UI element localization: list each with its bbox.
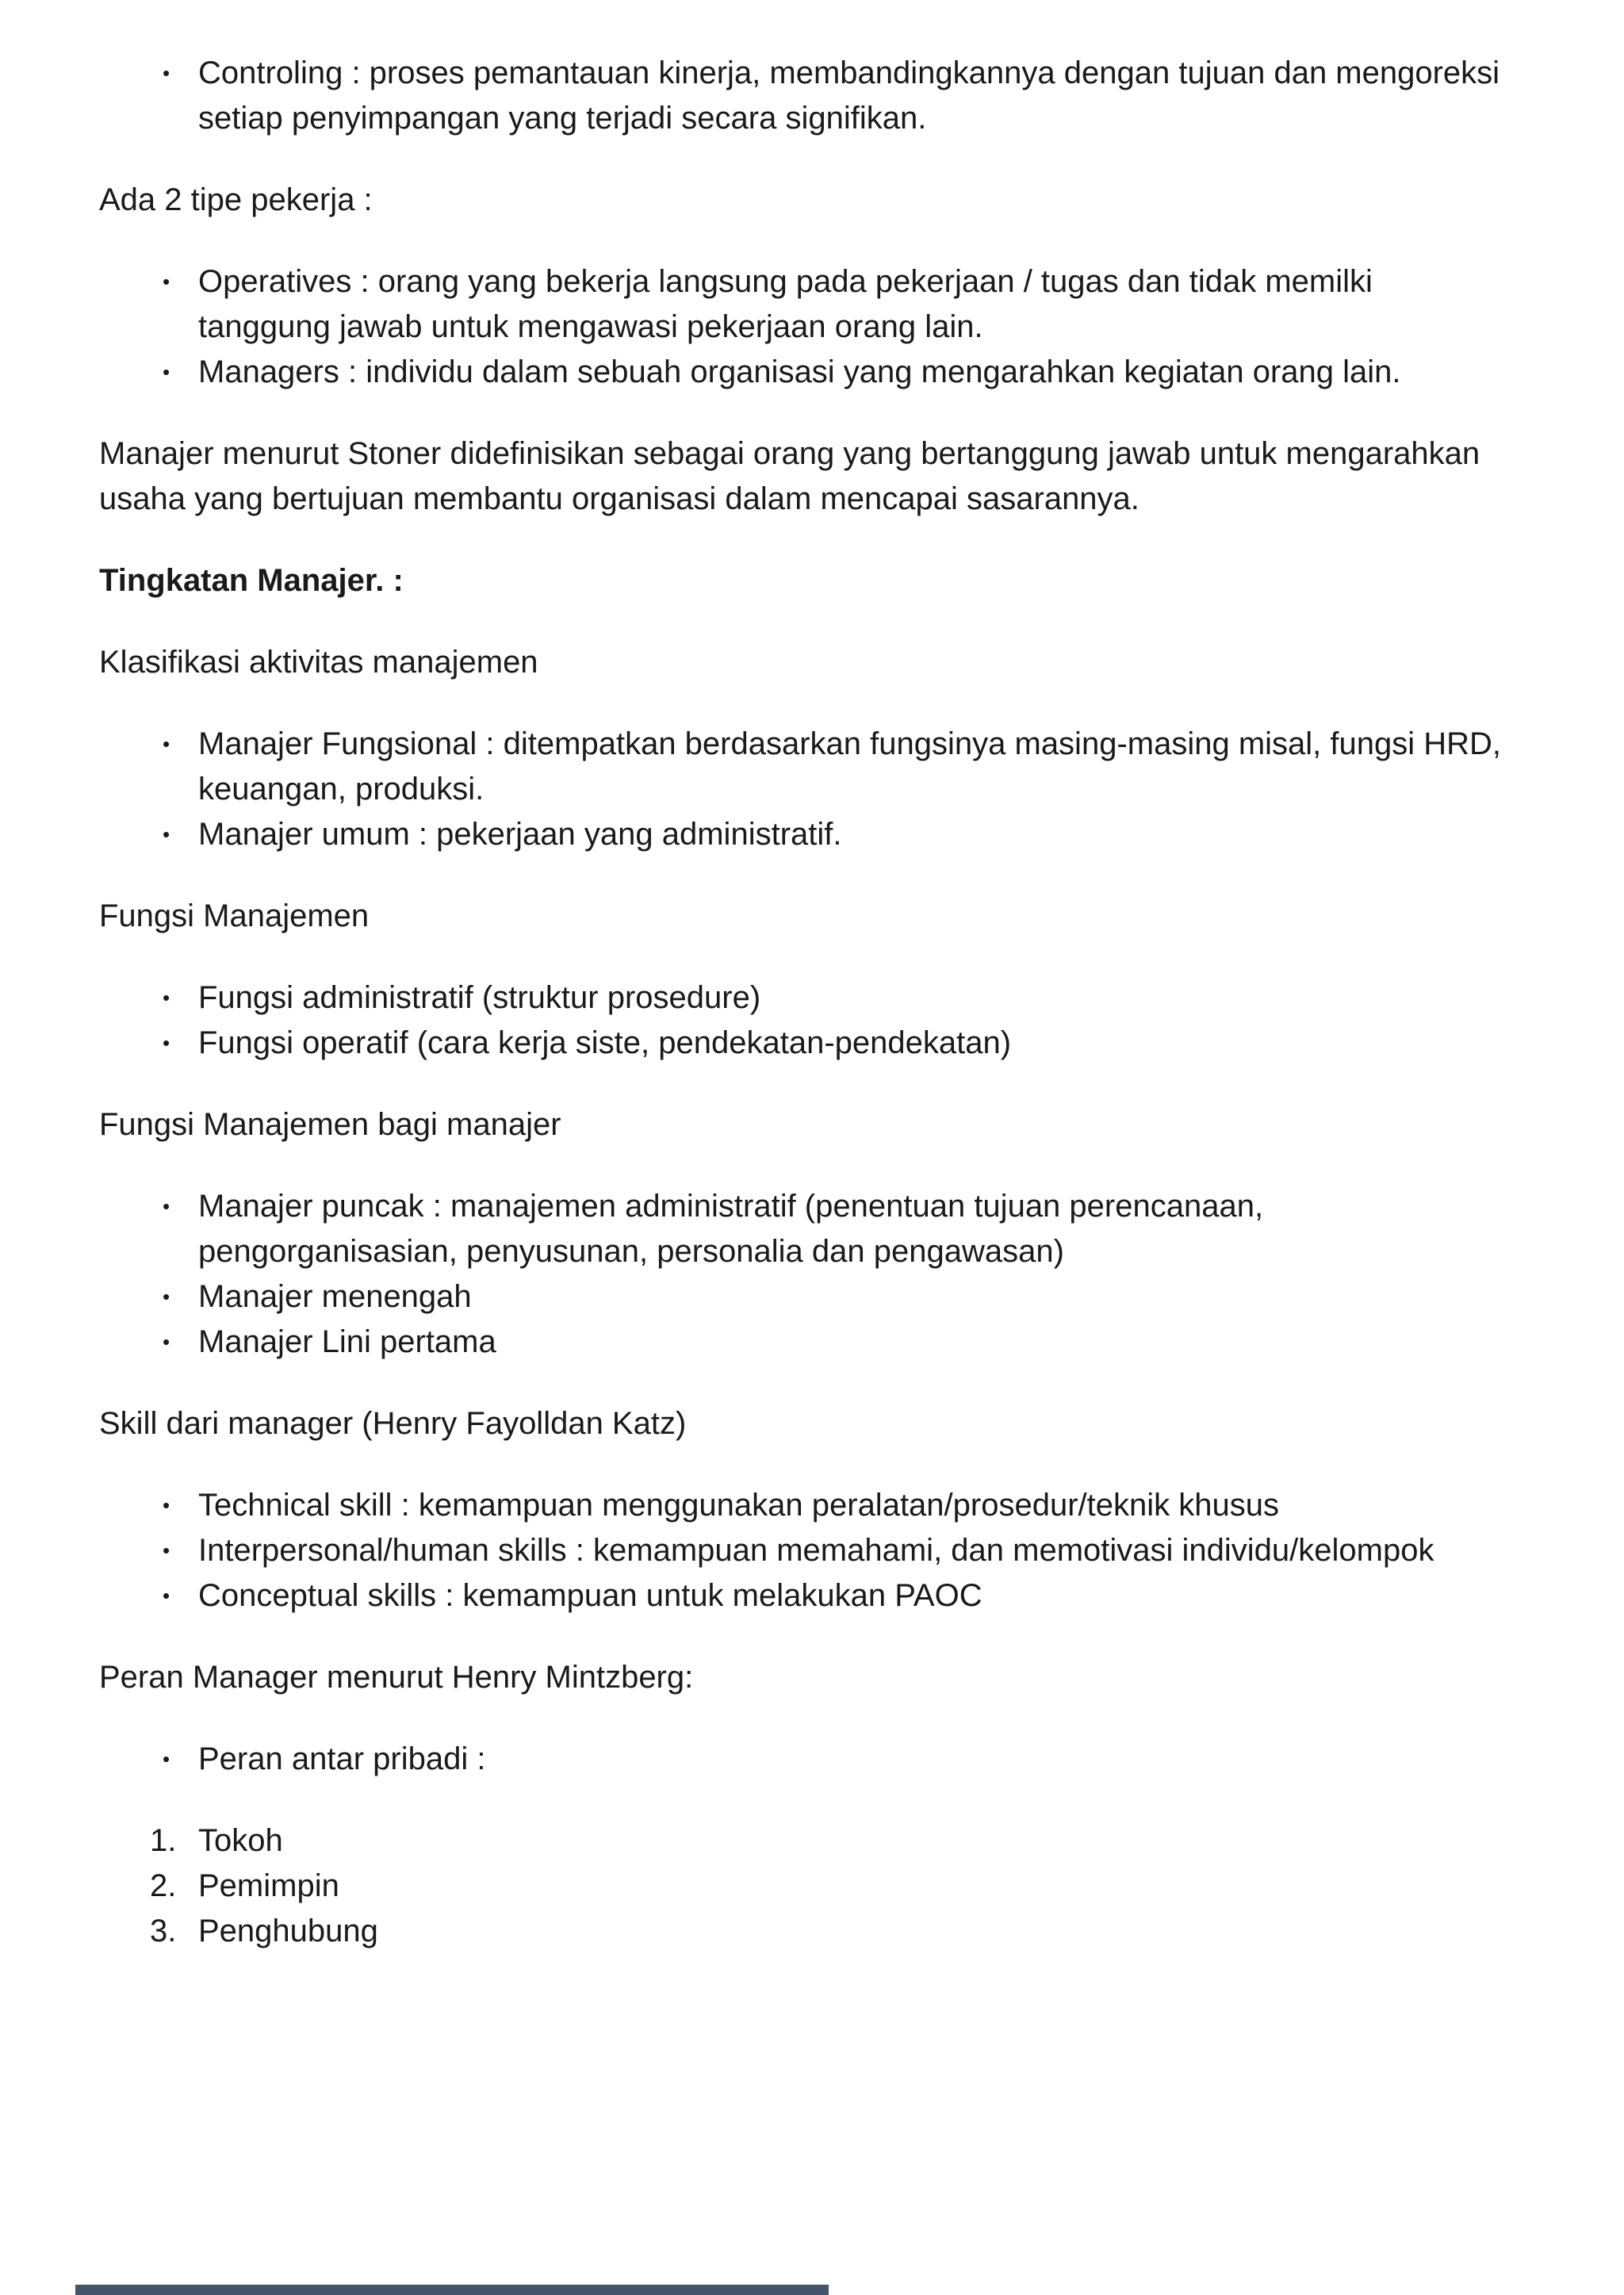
paragraph: Skill dari manager (Henry Fayolldan Katz) [99, 1406, 687, 1441]
bullet-icon: • [163, 822, 170, 846]
list-item [99, 1483, 1505, 1528]
list-item-text: Manajer Fungsional : ditempatkan berdasarkan fungsinya masing-masing misal, fungsi HRD, keuangan, produksi. [198, 726, 1502, 807]
bullet-list [99, 1483, 1505, 1619]
paragraph: Manajer menurut Stoner didefinisikan sebagai orang yang bertanggung jawab untuk mengarahkan usaha yang bertujuan membantu organisasi dalam mencapai sasarannya. [99, 436, 1480, 516]
list-item-text: Tokoh [198, 1823, 283, 1858]
list-item [99, 1320, 1505, 1365]
list-item [99, 975, 1505, 1021]
list-item-text: Conceptual skills : kemampuan untuk melakukan PAOC [198, 1578, 982, 1613]
paragraph: Ada 2 tipe pekerja : [99, 182, 373, 217]
bullet-icon: • [163, 270, 170, 293]
section-heading: Tingkatan Manajer. : [99, 563, 404, 598]
bullet-icon: • [163, 360, 170, 384]
bullet-icon: • [163, 1584, 170, 1607]
bullet-list [99, 975, 1505, 1066]
number-marker: 3. [150, 1914, 177, 1948]
list-item-text: Interpersonal/human skills : kemampuan memahami, dan memotivasi individu/kelompok [198, 1533, 1434, 1568]
list-item [99, 1021, 1505, 1066]
bullet-list [99, 259, 1505, 395]
bullet-icon: • [163, 732, 170, 756]
list-item-text: Controling : proses pemantauan kinerja, membandingkannya dengan tujuan dan mengoreksi setiap penyimpangan yang terjadi secara signifikan. [198, 56, 1500, 136]
bullet-icon: • [163, 1747, 170, 1771]
numbered-list [99, 1818, 1505, 1954]
bullet-icon: • [163, 1538, 170, 1562]
partial-bottom-bar [75, 2285, 829, 2295]
list-item [99, 350, 1505, 395]
list-item-text: Operatives : orang yang bekerja langsung pada pekerjaan / tugas dan tidak memilki tanggung jawab untuk mengawasi pekerjaan orang lain. [198, 264, 1373, 344]
list-item [99, 1909, 1505, 1954]
list-item-text: Penghubung [198, 1914, 378, 1948]
bullet-list [99, 1737, 1505, 1782]
bullet-icon: • [163, 1194, 170, 1218]
list-item [99, 1818, 1505, 1864]
paragraph: Peran Manager menurut Henry Mintzberg: [99, 1660, 694, 1695]
paragraph: Fungsi Manajemen [99, 898, 370, 933]
list-item [99, 259, 1505, 350]
list-item [99, 1528, 1505, 1573]
list-item-text: Pemimpin [198, 1868, 339, 1903]
list-item-text: Manajer umum : pekerjaan yang administratif. [198, 817, 842, 852]
bullet-icon: • [163, 61, 170, 85]
list-item-text: Manajer puncak : manajemen administratif (penentuan tujuan perencanaan, pengorganisasian, penyusunan, personalia dan pengawasan) [198, 1189, 1264, 1269]
list-item-text: Manajer menengah [198, 1279, 472, 1314]
list-item-text: Fungsi operatif (cara kerja siste, pendekatan-pendekatan) [198, 1025, 1012, 1060]
list-item [99, 1184, 1505, 1274]
list-item-text: Fungsi administratif (struktur prosedure) [198, 980, 761, 1015]
bullet-list [99, 1184, 1505, 1365]
paragraph: Fungsi Manajemen bagi manajer [99, 1107, 561, 1142]
bullet-icon: • [163, 1285, 170, 1308]
list-item [99, 1864, 1505, 1909]
list-item-text: Peran antar pribadi : [198, 1741, 486, 1776]
list-item [99, 51, 1505, 141]
list-item [99, 1573, 1505, 1619]
list-item-text: Technical skill : kemampuan menggunakan peralatan/prosedur/teknik khusus [198, 1488, 1279, 1523]
list-item [99, 1274, 1505, 1320]
list-item [99, 812, 1505, 857]
list-item [99, 722, 1505, 812]
bullet-icon: • [163, 1330, 170, 1354]
list-item-text: Manajer Lini pertama [198, 1324, 496, 1359]
bullet-icon: • [163, 1031, 170, 1055]
paragraph: Klasifikasi aktivitas manajemen [99, 645, 538, 680]
bullet-icon: • [163, 986, 170, 1010]
number-marker: 2. [150, 1868, 177, 1903]
bullet-list [99, 51, 1505, 141]
bullet-icon: • [163, 1493, 170, 1517]
list-item [99, 1737, 1505, 1782]
number-marker: 1. [150, 1823, 177, 1858]
document-content [99, 51, 1505, 1954]
list-item-text: Managers : individu dalam sebuah organisasi yang mengarahkan kegiatan orang lain. [198, 354, 1401, 389]
bullet-list [99, 722, 1505, 857]
